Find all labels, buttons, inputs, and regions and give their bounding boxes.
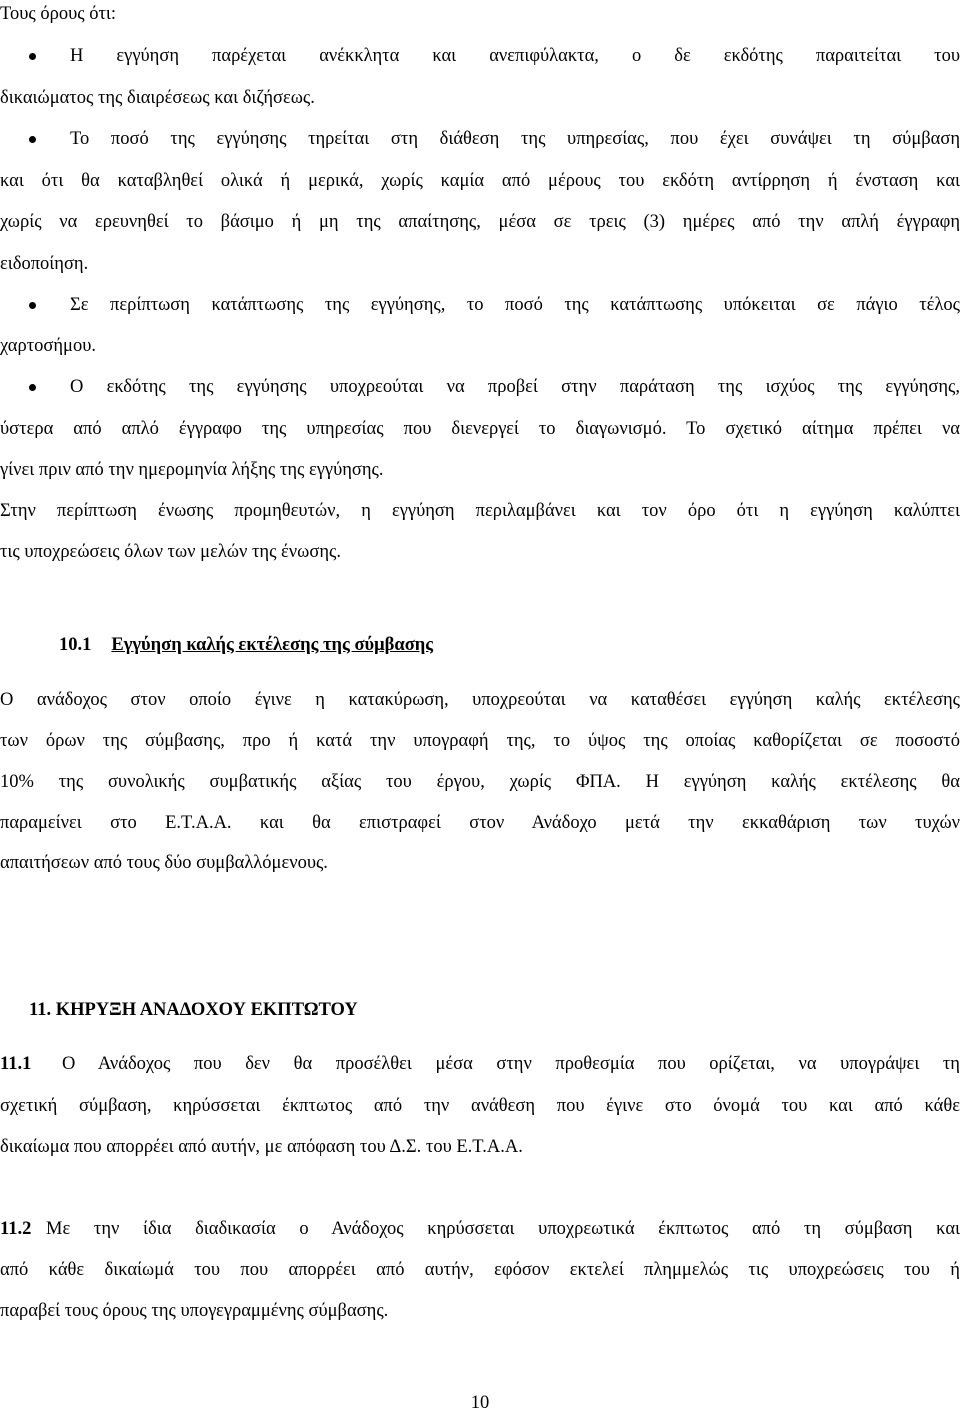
section-11-2-first-text: Με την ίδια διαδικασία ο Ανάδοχος κηρύσσεται υποχρεωτικά έκπτωτος από τη σύμβαση και: [46, 1219, 960, 1239]
section-10-1-line: παραμείνει στο Ε.Τ.Α.Α. και θα επιστραφεί στον Ανάδοχο μετά την εκκαθάριση των τυχών: [0, 813, 960, 833]
section-11-2-line: παραβεί τους όρους της υπογεγραμμένης σύμβασης.: [0, 1301, 389, 1321]
section-10-1-line: απαιτήσεων από τους δύο συμβαλλόμενους.: [0, 853, 328, 873]
bullet-first-line: Η εγγύηση παρέχεται ανέκκλητα και ανεπιφύλακτα, ο δε εκδότης παραιτείται του: [70, 46, 960, 66]
bullet-continuation: και ότι θα καταβληθεί ολικά ή μερικά, χωρίς καμία από μέρους του εκδότη αντίρρηση ή ένσταση και: [0, 171, 960, 191]
section-title: Εγγύηση καλής εκτέλεσης της σύμβασης: [111, 635, 434, 655]
bullet-icon: [29, 302, 36, 309]
section-11-1-first-text: Ο Ανάδοχος που δεν θα προσέλθει μέσα στην προθεσμία που ορίζεται, να υπογράψει τη: [62, 1054, 960, 1074]
bullet-first-line: Ο εκδότης της εγγύησης υποχρεούται να προβεί στην παράταση της ισχύος της εγγύησης,: [70, 377, 960, 397]
bullet-continuation: χαρτοσήμου.: [0, 336, 97, 356]
section-11-2-line: από κάθε δικαίωμά του που απορρέει από αυτήν, εφόσον εκτελεί πλημμελώς τις υποχρεώσεις του ή: [0, 1260, 960, 1280]
intro-text: Τους όρους ότι:: [0, 4, 117, 24]
section-10-1-heading: [59, 634, 433, 656]
bullet-continuation: γίνει πριν από την ημερομηνία λήξης της εγγύησης.: [0, 460, 384, 480]
section-11-1-line: σχετική σύμβαση, κηρύσσεται έκπτωτος από την ανάθεση που έγινε στο όνομά του και από κάθε: [0, 1096, 960, 1116]
section-11-2-first-line: [0, 1218, 960, 1240]
bullet-first-line: Σε περίπτωση κατάπτωσης της εγγύησης, το ποσό της κατάπτωσης υπόκειται σε πάγιο τέλος: [70, 295, 960, 315]
section-11-heading: 11. ΚΗΡΥΞΗ ΑΝΑΔΟΧΟΥ ΕΚΠΤΩΤΟΥ: [29, 1000, 358, 1020]
bullet-continuation: ειδοποίηση.: [0, 254, 89, 274]
union-paragraph-line: Στην περίπτωση ένωσης προμηθευτών, η εγγύηση περιλαμβάνει και τον όρο ότι η εγγύηση καλύπτει: [0, 501, 960, 521]
section-number: 11.1: [0, 1054, 32, 1074]
bullet-continuation: ύστερα από απλό έγγραφο της υπηρεσίας που διενεργεί το διαγωνισμό. Το σχετικό αίτημα πρέπει να: [0, 419, 960, 439]
page-number: 10: [470, 1393, 490, 1413]
bullet-first-line: Το ποσό της εγγύησης τηρείται στη διάθεση της υπηρεσίας, που έχει συνάψει τη σύμβαση: [70, 129, 960, 149]
section-10-1-line: των όρων της σύμβασης, προ ή κατά την υπογραφή της, το ύψος της οποίας καθορίζεται σε ποσοστό: [0, 731, 960, 751]
bullet-icon: [29, 53, 36, 60]
bullet-continuation: χωρίς να ερευνηθεί το βάσιμο ή μη της απαίτησης, μέσα σε τρεις (3) ημέρες από την απλή έγγραφη: [0, 212, 960, 232]
bullet-continuation: δικαιώματος της διαιρέσεως και διζήσεως.: [0, 88, 315, 108]
section-10-1-line: Ο ανάδοχος στον οποίο έγινε η κατακύρωση, υποχρεούται να καταθέσει εγγύηση καλής εκτέλεσης: [0, 690, 960, 710]
section-number: 10.1: [59, 635, 92, 655]
bullet-icon: [29, 136, 36, 143]
union-paragraph-line: τις υποχρεώσεις όλων των μελών της ένωσης.: [0, 542, 341, 562]
section-11-1-line: δικαίωμα που απορρέει από αυτήν, με απόφαση του Δ.Σ. του Ε.Τ.Α.Α.: [0, 1137, 523, 1157]
section-11-1-first-line: [0, 1053, 960, 1075]
section-number: 11.2: [0, 1219, 32, 1239]
bullet-icon: [29, 384, 36, 391]
section-10-1-line: 10% της συνολικής συμβατικής αξίας του έργου, χωρίς ΦΠΑ. Η εγγύηση καλής εκτέλεσης θα: [0, 772, 960, 792]
